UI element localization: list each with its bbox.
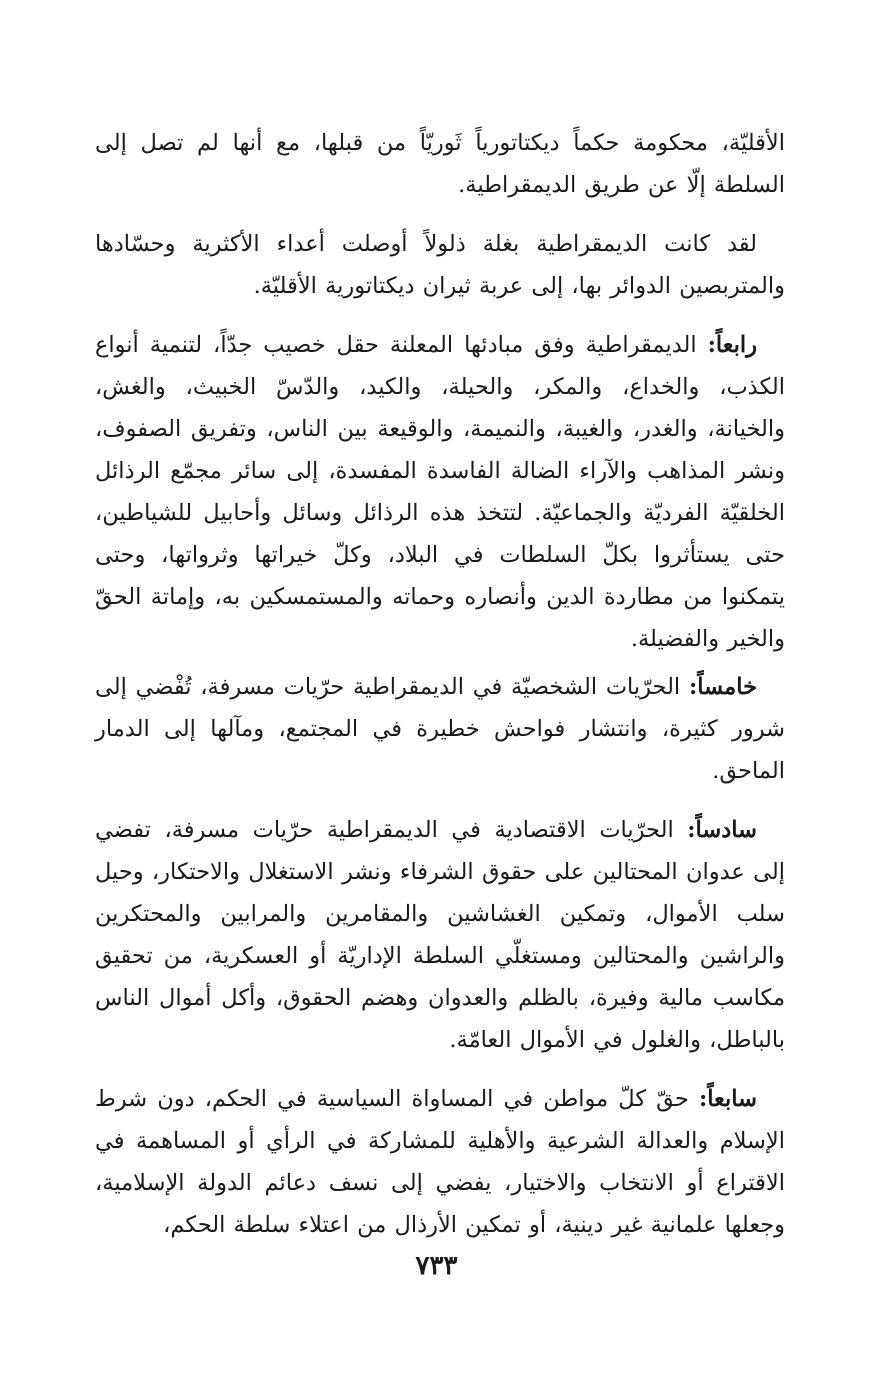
paragraph-sabian-text: حقّ كلّ مواطن في المساواة السياسية في الحكم، دون شرط الإسلام والعدالة الشرعية والأهلية للمشاركة في الرأي أو المساهمة في الاقتراع أو الانتخاب والاختيار، يفضي إلى نسف دعائم الدولة الإسلامية، وجعلها علمانية غير دينية، أو تمكين الأرذال من اعتلاء سلطة الحكم،	[95, 1086, 785, 1238]
paragraph-1-text: الأقليّة، محكومة حكماً ديكتاتورياً ثَوريّاً من قبلها، مع أنها لم تصل إلى السلطة إلّا عن طريق الديمقراطية.	[95, 130, 785, 198]
paragraph-sabian-lead: سابعاً:	[699, 1086, 757, 1112]
paragraph-rabian-text: الديمقراطية وفق مبادئها المعلنة حقل خصيب جدّاً، لتنمية أنواع الكذب، والخداع، والمكر، والحيلة، والكيد، والدّسّ الخبيث، والغش، والخيانة، والغدر، والغيبة، والنميمة، والوقيعة بين الناس، وتفريق الصفوف، ونشر المذاهب والآراء الضالة الفاسدة المفسدة، إلى سائر مجمّع الرذائل الخلقيّة الفرديّة والجماعيّة. لتتخذ هذه الرذائل وسائل وأحابيل للشياطين، حتى يستأثروا بكلّ السلطات في البلاد، وكلّ خيراتها وثرواتها، وحتى يتمكنوا من مطاردة الدين وأنصاره وحماته والمستمسكين به، وإماتة الحقّ والخير والفضيلة.	[95, 332, 785, 652]
page-number: ٧٣٣	[415, 1251, 458, 1281]
paragraph-sadisan	[95, 809, 785, 1061]
paragraph-khamisan-text: الحرّيات الشخصيّة في الديمقراطية حرّيات مسرفة، تُفْضي إلى شرور كثيرة، وانتشار فواحش خطيرة في المجتمع، ومآلها إلى الدمار الماحق.	[95, 674, 785, 784]
paragraph-sabian	[95, 1078, 785, 1246]
paragraph-2-text: لقد كانت الديمقراطية بغلة ذلولاً أوصلت أعداء الأكثرية وحسّادها والمتربصين الدوائر بها، إلى عربة ثيران ديكتاتورية الأقليّة.	[95, 231, 785, 299]
paragraph-khamisan	[95, 666, 785, 792]
paragraph-2	[95, 223, 785, 307]
paragraph-rabian	[95, 324, 785, 660]
paragraph-rabian-lead: رابعاً:	[707, 332, 757, 358]
paragraph-sadisan-text: الحرّيات الاقتصادية في الديمقراطية حرّيات مسرفة، تفضي إلى عدوان المحتالين على حقوق الشرفاء ونشر الاستغلال والاحتكار، وحيل سلب الأموال، وتمكين الغشاشين والمقامرين والمرابين والمحتكرين والراشين والمحتالين ومستغلّي السلطة الإداريّة أو العسكرية، من تحقيق مكاسب مالية وفيرة، بالظلم والعدوان وهضم الحقوق، وأكل أموال الناس بالباطل، والغلول في الأموال العامّة.	[95, 817, 785, 1053]
page-body	[95, 122, 785, 1246]
paragraph-khamisan-lead: خامساً:	[688, 674, 757, 700]
paragraph-sadisan-lead: سادساً:	[687, 817, 757, 843]
paragraph-1	[95, 122, 785, 206]
